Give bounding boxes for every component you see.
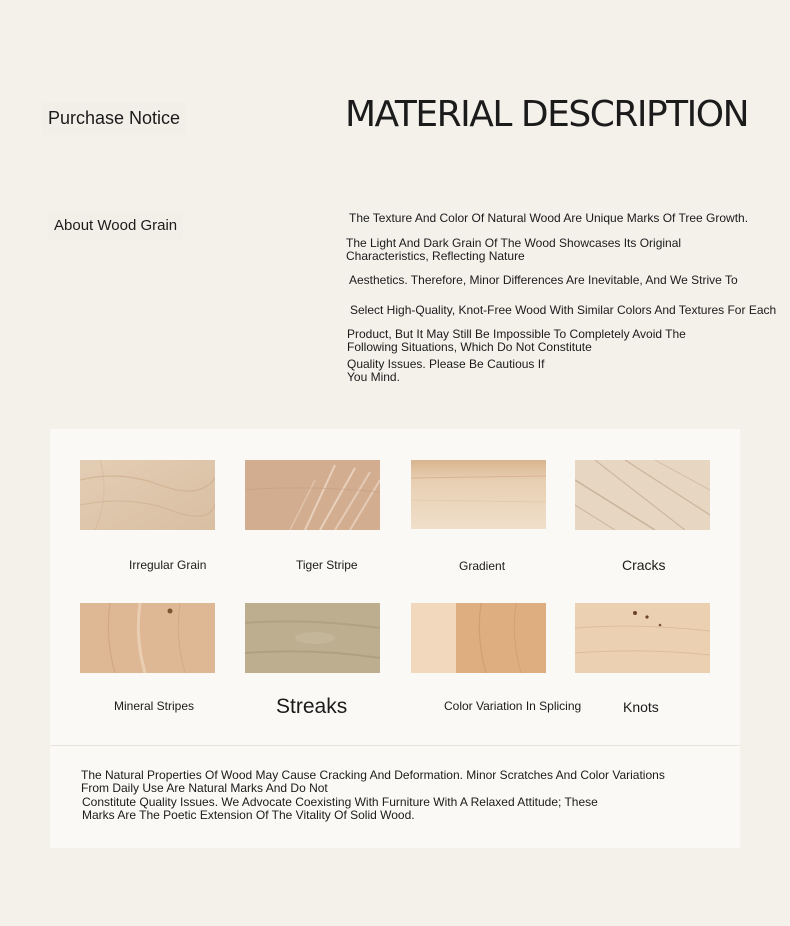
- grain-caption-tiger-stripe: Tiger Stripe: [296, 558, 358, 572]
- description-line: Quality Issues. Please Be Cautious If: [347, 357, 545, 371]
- grain-caption-knots: Knots: [623, 699, 659, 715]
- tiger-stripe-wood-swatch: [245, 460, 380, 530]
- note-line: Marks Are The Poetic Extension Of The Vitality Of Solid Wood.: [82, 808, 415, 822]
- panel-divider: [50, 745, 740, 746]
- grain-caption-streaks: Streaks: [276, 695, 348, 718]
- grain-caption-color-variation: Color Variation In Splicing: [444, 699, 582, 713]
- description-line: Select High-Quality, Knot-Free Wood With Similar Colors And Textures For Each: [350, 303, 777, 317]
- purchase-notice-label: Purchase Notice: [42, 102, 186, 135]
- note-line: The Natural Properties Of Wood May Cause Cracking And Deformation. Minor Scratches And Color Variations: [81, 768, 665, 782]
- mineral-stripes-wood-swatch: [80, 603, 215, 673]
- grain-caption-mineral-stripes: Mineral Stripes: [114, 699, 195, 713]
- grain-caption-irregular-grain: Irregular Grain: [129, 558, 207, 572]
- irregular-grain-wood-swatch: [80, 460, 215, 530]
- color-variation-wood-swatch: [411, 603, 546, 673]
- gradient-wood-swatch: [411, 460, 546, 529]
- grain-caption-cracks: Cracks: [622, 557, 666, 573]
- knots-wood-swatch: [575, 603, 710, 673]
- note-line: From Daily Use Are Natural Marks And Do Not: [81, 781, 328, 795]
- description-line: You Mind.: [347, 370, 400, 384]
- description-line: The Light And Dark Grain Of The Wood Showcases Its Original: [346, 236, 682, 250]
- description-line: The Texture And Color Of Natural Wood Are Unique Marks Of Tree Growth.: [349, 211, 749, 225]
- grain-caption-gradient: Gradient: [459, 559, 506, 573]
- about-wood-grain-label: About Wood Grain: [48, 211, 183, 240]
- streaks-wood-swatch: [245, 603, 380, 673]
- note-line: Constitute Quality Issues. We Advocate Coexisting With Furniture With A Relaxed Attitude; These: [82, 795, 598, 809]
- description-line: Following Situations, Which Do Not Constitute: [347, 340, 592, 354]
- cracks-wood-swatch: [575, 460, 710, 530]
- description-line: Characteristics, Reflecting Nature: [346, 249, 525, 263]
- description-line: Product, But It May Still Be Impossible To Completely Avoid The: [347, 327, 686, 341]
- description-line: Aesthetics. Therefore, Minor Differences Are Inevitable, And We Strive To: [349, 273, 738, 287]
- material-description-title: MATERIAL DESCRIPTION: [345, 94, 749, 135]
